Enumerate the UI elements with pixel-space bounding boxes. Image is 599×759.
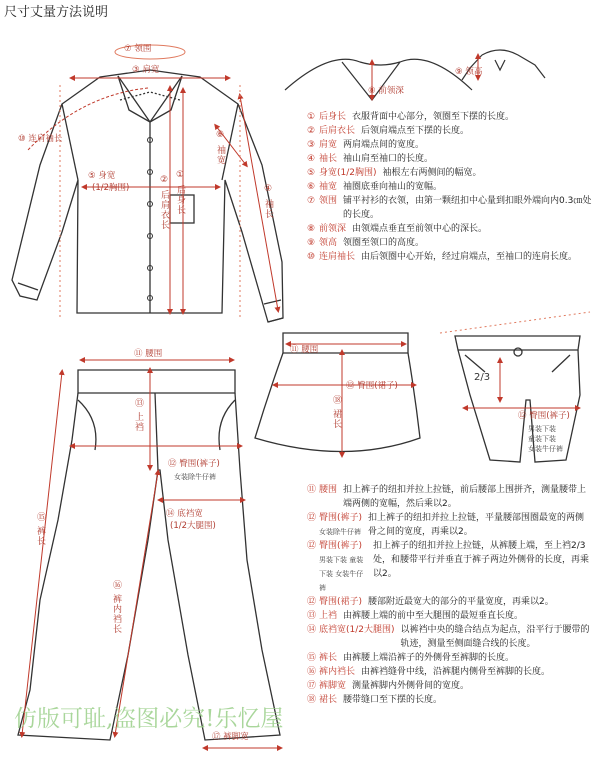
shirt-def-item: ⑨ 领高 领圈至领口的高度。 xyxy=(307,238,425,248)
bottom-def-item: ⑱ 裙长 腰带缝口至下摆的长度。 xyxy=(307,695,443,705)
pants-measure-lines xyxy=(22,360,280,748)
page-title: 尺寸丈量方法说明 xyxy=(4,5,109,20)
bottom-def-item: ⑬ 上裆 由裤腰上端的前中至大腿围的最短垂直长度。 xyxy=(307,611,524,621)
shirt-def-item: ① 后身长 衣服背面中心部分，领圈至下摆的长度。 xyxy=(307,112,515,122)
watermark-text: 仿版可耻,盗图必究!乐忆屋 xyxy=(14,706,284,732)
shirt-def-item: ② 后肩衣长 后领肩端点至下摆的长度。 xyxy=(307,126,470,136)
side-note-2: 童装下装 xyxy=(528,435,556,443)
shirt-def-item: ③ 肩宽 两肩端点间的宽度。 xyxy=(307,140,425,150)
shirt-def-item: ⑩ 连肩袖长 由后领圈中心开始，经过肩端点，至袖口的连肩长度。 xyxy=(307,252,578,262)
outseam-label: ⑮ 裤长 xyxy=(35,512,45,546)
sleeve-label: ④ 袖长 xyxy=(263,184,273,219)
rise-ratio-label: 2/3 xyxy=(474,372,491,383)
bottom-def-item: ⑫ 臀围(裤子) 女装除牛仔裤 扣上裤子的纽扣并拉上拉链，平量腰部围圈最宽的两侧骨之间的宽度，再乘以2。 xyxy=(307,513,585,537)
rise-label: ⑬ 上裆 xyxy=(133,398,143,432)
bottom-def-item: ⑪ 腰围 扣上裤子的纽扣并拉上拉链，前后腰部上围拼齐，测量腰带上端两侧的宽幅，然后乘以2。 xyxy=(307,485,587,509)
bottom-def-item: ⑰ 裤脚宽 测量裤脚内外侧骨间的宽度。 xyxy=(307,681,470,691)
shirt-def-item: ④ 袖长 袖山肩至袖口的长度。 xyxy=(307,154,434,164)
pants-drawing xyxy=(18,370,280,740)
shirt-def-item: ⑤ 身宽(1/2胸围) 袖根左右两侧间的幅宽。 xyxy=(307,168,482,178)
side-hip-label: ⑫ 臀围(裤子) xyxy=(518,411,570,421)
bottom-def-item: ⑯ 裤内裆长 由裤裆缝骨中线，沿裤腿内侧骨至裤脚的长度。 xyxy=(307,667,551,677)
collar-label: ⑦ 领围 xyxy=(124,44,152,54)
skirt-length-label: ⑱ 裙长 xyxy=(331,395,341,429)
bottom-definitions xyxy=(307,483,592,707)
crotch-label: ⑭ 底裆宽 xyxy=(166,509,203,519)
pants-hip-note: 女装除牛仔裤 xyxy=(174,473,216,481)
neck-detail-drawing xyxy=(285,50,545,100)
neck-depth-label: ⑧ 前领深 xyxy=(368,86,404,96)
back-shoulder-length-label: ② 后肩衣长 xyxy=(159,175,169,230)
bottom-def-item: ⑮ 裤长 由裤腰上端沿裤子的外侧骨至裤脚的长度。 xyxy=(307,653,515,663)
chest-label: ⑤ 身宽 xyxy=(88,171,116,181)
inseam-label: ⑯ 裤内裆长 xyxy=(111,580,121,634)
bottom-def-item: ⑭ 底裆宽(1/2大腿围) 以裤裆中央的缝合结点为起点，沿平行于腰带的轨迹，测量至侧面缝合线的长度。 xyxy=(307,625,590,649)
crotch-sub-label: (1/2大腿围) xyxy=(170,521,216,531)
shirt-definitions xyxy=(307,110,592,264)
bottom-def-item: ⑫ 臀围(裙子) 腰部附近最宽大的部分的平量宽度，再乘以2。 xyxy=(307,597,554,607)
shirt-def-item: ⑦ 领围 铺平衬衫的衣领，由第一颗纽扣中心量到扣眼外端向内0.3㎝处的长度。 xyxy=(307,196,592,220)
pants-waist-label: ⑪ 腰围 xyxy=(134,349,163,359)
side-note-3: 女装牛仔裤 xyxy=(528,445,563,453)
skirt-waist-label: ⑪ 腰围 xyxy=(290,345,319,355)
side-pants-drawing xyxy=(455,336,580,462)
chest-sub-label: (1/2胸围) xyxy=(92,183,130,193)
cuff-label: ⑥ 袖宽 xyxy=(215,130,225,165)
side-note-1: 男装下装 xyxy=(528,425,556,433)
bottom-def-item: ⑫ 臀围(裤子) 男装下装 童装下装 女装牛仔裤 扣上裤子的纽扣并拉上拉链，从裤腰上端，至上裆2/3处，和腰带平行并垂直于裤子两边外侧骨的长度，再乘以2。 xyxy=(307,541,590,592)
shoulder-label: ③ 肩宽 xyxy=(132,65,160,75)
shirt-measure-lines xyxy=(28,45,278,320)
hem-label: ⑰ 裤脚宽 xyxy=(212,732,249,742)
pants-hip-label: ⑫ 臀围(裤子) xyxy=(168,459,220,469)
sleeve-from-nape-label: ⑩ 连肩袖长 xyxy=(18,134,63,144)
skirt-drawing xyxy=(255,333,420,452)
shirt-def-item: ⑧ 前领深 由领端点垂直至前领中心的深长。 xyxy=(307,224,488,234)
collar-height-label: ⑨ 领高 xyxy=(455,67,483,77)
shirt-def-item: ⑥ 袖宽 袖圈底垂向袖山的宽幅。 xyxy=(307,182,443,192)
back-length-label: ① 后身长 xyxy=(175,170,185,215)
skirt-hip-label: ⑫ 臀围(裙子) xyxy=(346,381,398,391)
